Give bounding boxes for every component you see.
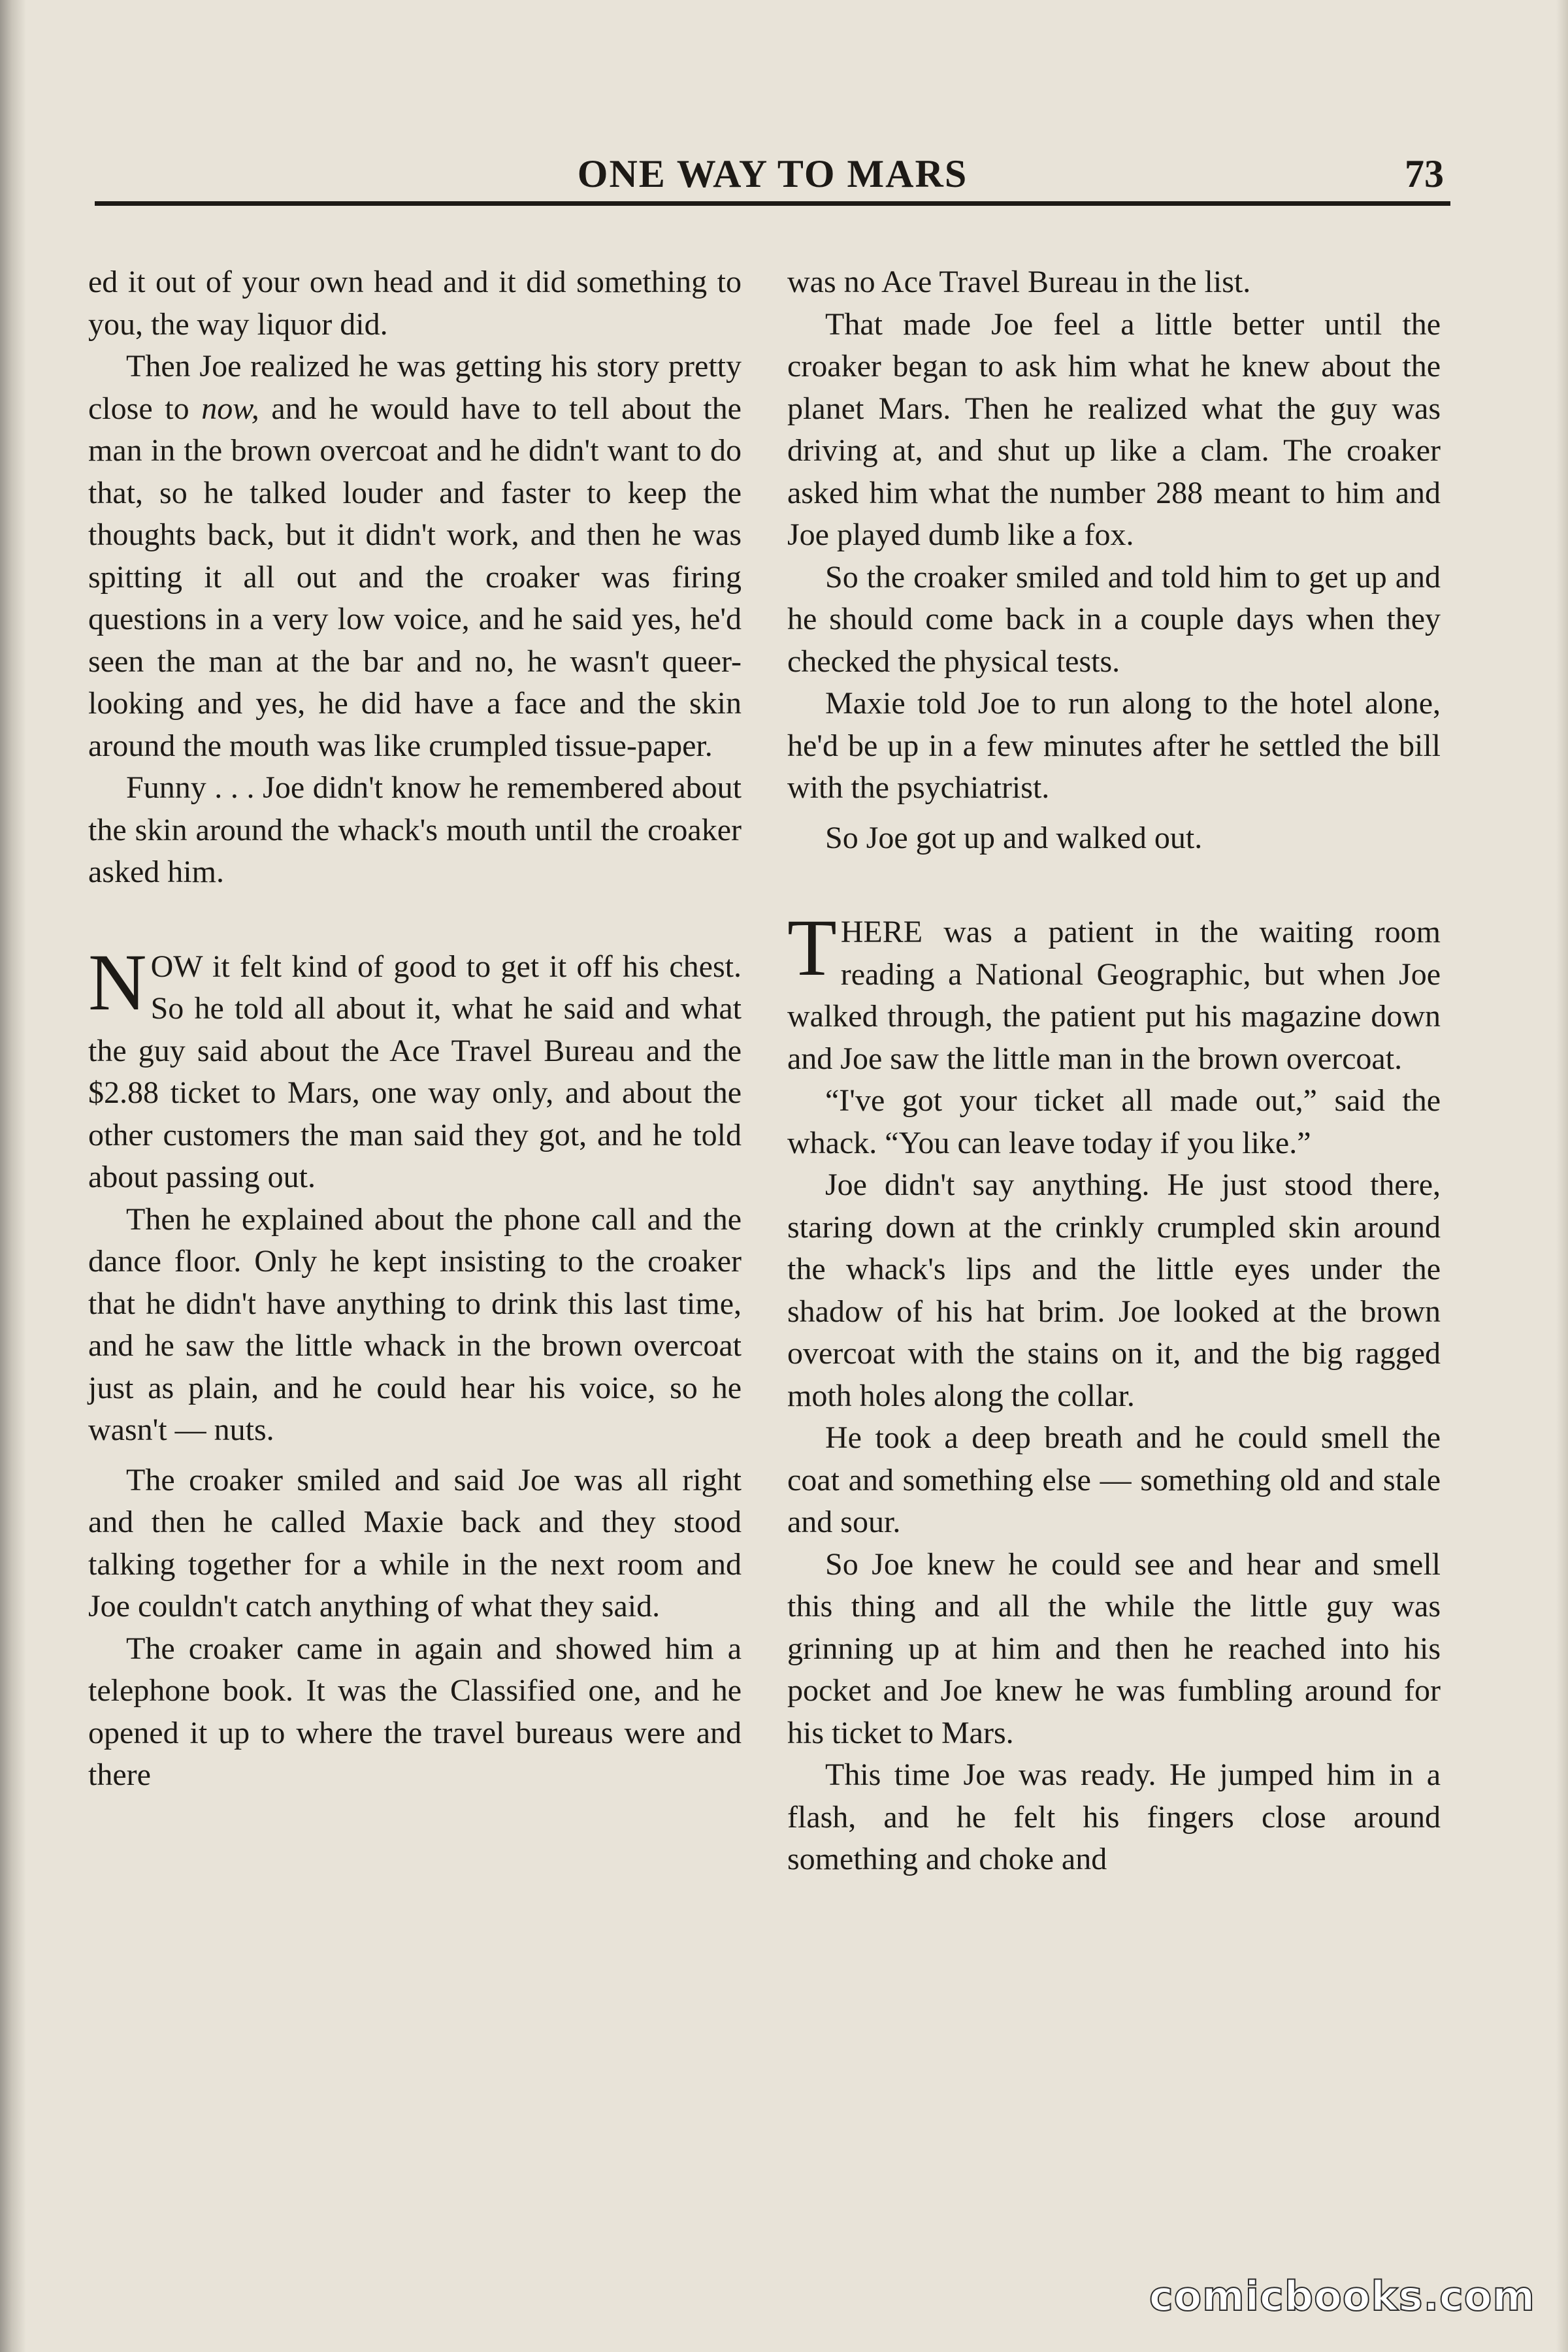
- paragraph: ed it out of your own head and it did something to you, the way liquor did.: [88, 265, 742, 342]
- paragraph: Funny . . . Joe didn't know he remembered about the skin around the whack's mouth until the croaker asked him.: [88, 770, 742, 889]
- paragraph: The croaker came in again and showed him a telephone book. It was the Classified one, and he opened it up to where the travel bureaus were and there: [88, 1631, 742, 1792]
- page-header: [95, 150, 1450, 203]
- running-title: ONE WAY TO MARS: [577, 152, 968, 195]
- paragraph: Then he explained about the phone call and the dance floor. Only he kept insisting to the croaker that he didn't have anything to drink this last time, and he saw the little whack in the brown overcoat just as plain, and he could hear his voice, so he wasn't — nuts.: [88, 1201, 742, 1447]
- page-number: 73: [1405, 152, 1444, 195]
- paragraph: The croaker smiled and said Joe was all right and then he called Maxie back and they stood talking together for a while in the next room and Joe couldn't catch anything of what they said.: [88, 1462, 742, 1624]
- paragraph: “I've got your ticket all made out,” said the whack. “You can leave today if you like.”: [787, 1083, 1441, 1160]
- paragraph: So Joe got up and walked out.: [825, 820, 1203, 855]
- paragraph: So Joe knew he could see and hear and smell this thing and all the while the little guy was grinning up at him and then he reached into his pocket and Joe knew he was fumbling around for his ticket to Mars.: [787, 1546, 1441, 1750]
- drop-cap: T: [787, 903, 837, 992]
- left-column: [88, 261, 742, 1797]
- paragraph: Joe didn't say anything. He just stood there, staring down at the crinkly crumpled skin around the whack's lips and the little eyes under the shadow of his hat brim. Joe looked at the brown overcoat with the stains on it, and the big ragged moth holes along the collar.: [787, 1168, 1441, 1413]
- site-watermark: comicbooks.com: [1149, 2272, 1535, 2320]
- paragraph: So the croaker smiled and told him to get up and he should come back in a couple days when they checked the physical tests.: [787, 559, 1441, 679]
- paragraph-text: HERE was a patient in the waiting room reading a National Geographic, but when Joe walked through, the patient put his magazine down and Joe saw the little man in the brown overcoat.: [787, 915, 1441, 1076]
- section-opening-paragraph: [88, 937, 742, 1199]
- drop-cap: N: [88, 937, 147, 1027]
- paragraph: This time Joe was ready. He jumped him in a flash, and he felt his fingers close around something and choke and: [787, 1757, 1441, 1876]
- paragraph: was no Ace Travel Bureau in the list.: [787, 265, 1251, 299]
- emphasis: now,: [201, 391, 259, 426]
- paragraph-text: OW it felt kind of good to get it off his chest. So he told all about it, what he said and what the guy said about the Ace Travel Bureau and the $2.88 ticket to Mars, one way only, and about the other customers the man said they got, and he told about passing out.: [88, 949, 742, 1194]
- section-opening-paragraph: [787, 903, 1441, 1080]
- paragraph-text: and he would have to tell about the man in the brown overcoat and he didn't want to do that, so he talked louder and faster to keep the thoughts back, but it didn't work, and then he was spitting it all out and the croaker was firing questions in a very low voice, and he said yes, he'd seen the man at the bar and no, he wasn't queer-looking and yes, he did have a face and the skin around the mouth was like crumpled tissue-paper.: [88, 391, 742, 763]
- paragraph: [88, 346, 742, 767]
- header-rule: [95, 201, 1450, 206]
- paragraph: He took a deep breath and he could smell the coat and something else — something old and stale and sour.: [787, 1420, 1441, 1539]
- paragraph: Maxie told Joe to run along to the hotel alone, he'd be up in a few minutes after he settled the bill with the psychiatrist.: [787, 686, 1441, 805]
- paragraph: That made Joe feel a little better until the croaker began to ask him what he knew about the planet Mars. Then he realized what the guy was driving at, and shut up like a clam. The croaker asked him what the number 288 meant to him and Joe played dumb like a fox.: [787, 306, 1441, 552]
- right-column: [787, 261, 1441, 1881]
- page-edge: [1556, 0, 1568, 2352]
- binding-shadow: [0, 0, 26, 2352]
- paragraph-text: Then Joe realized he was getting his story pretty close to: [88, 349, 742, 426]
